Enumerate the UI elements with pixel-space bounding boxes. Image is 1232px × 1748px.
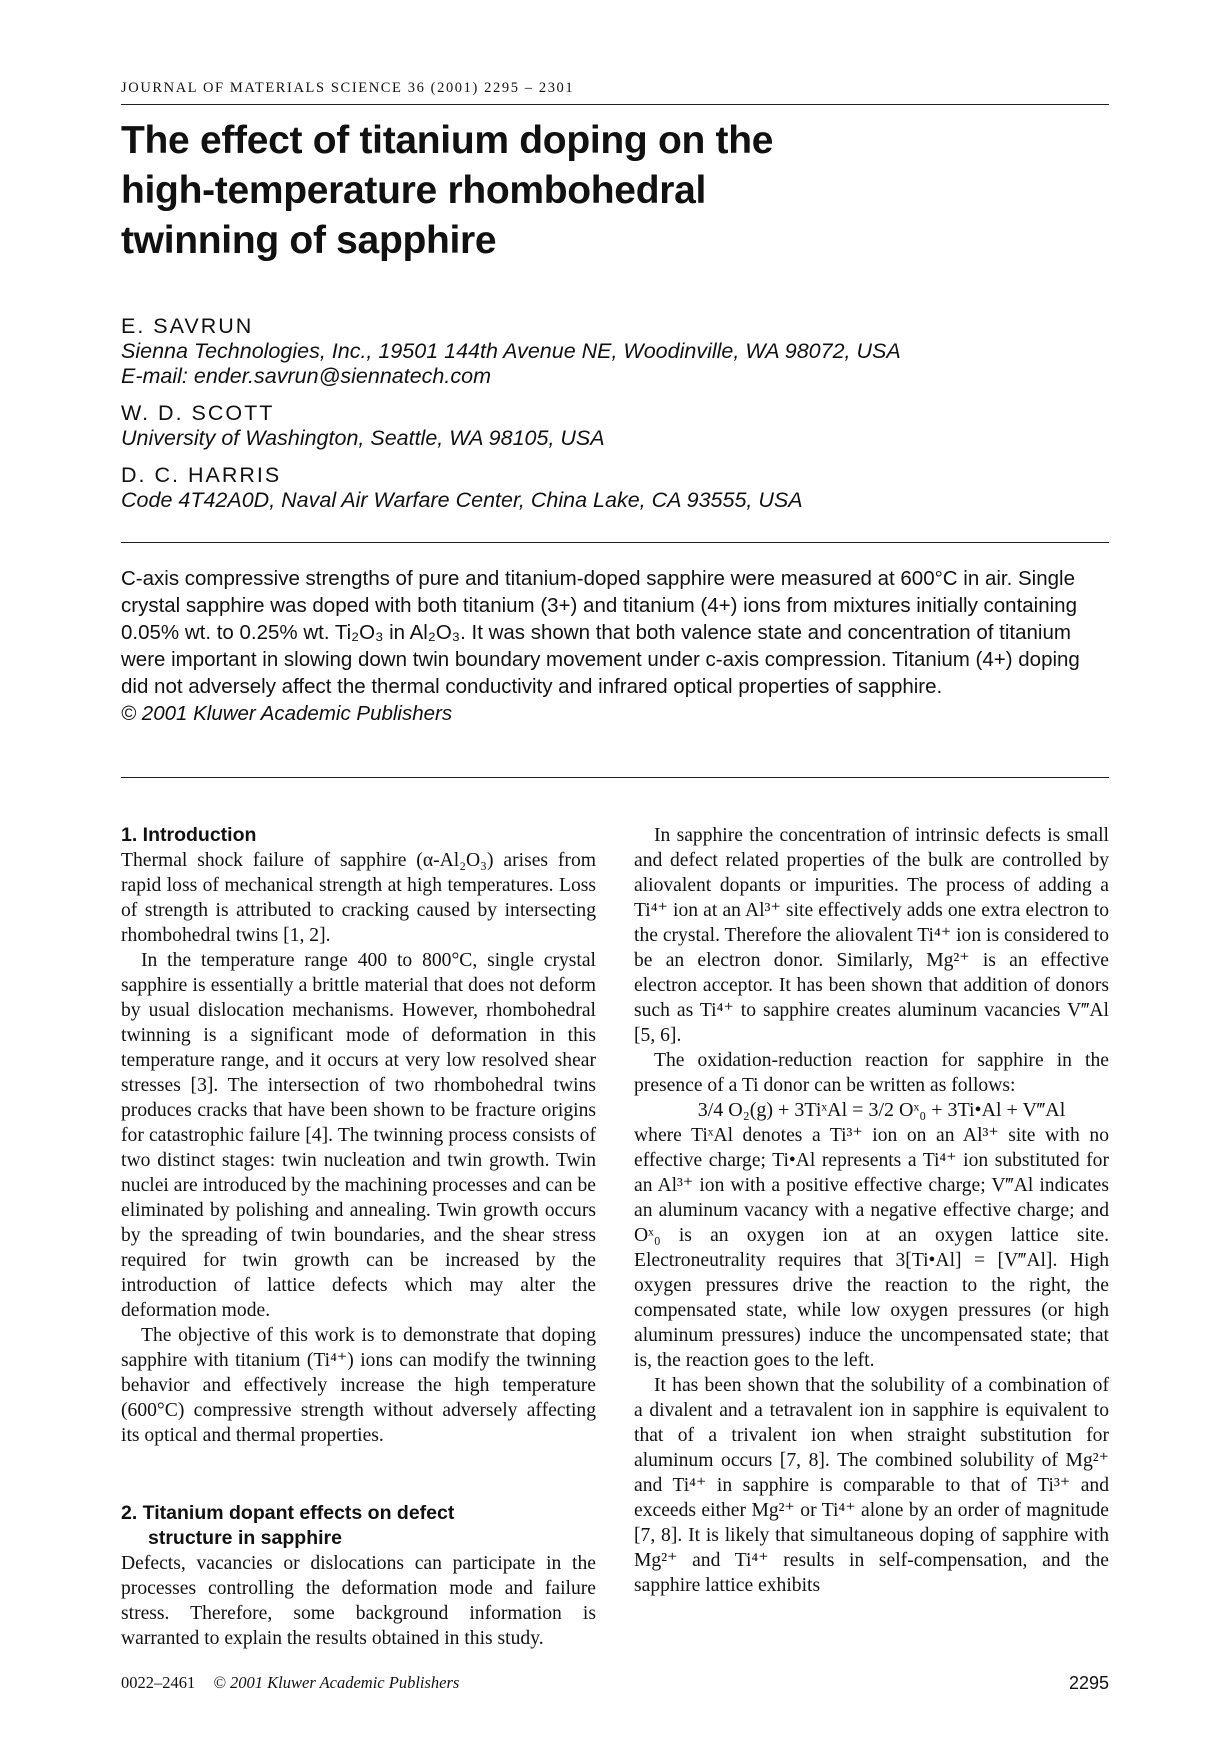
footer-copyright: © 2001 Kluwer Academic Publishers — [213, 1673, 460, 1692]
right-column — [634, 823, 1109, 1598]
heading-line: structure in sapphire — [148, 1527, 342, 1549]
author-block — [121, 401, 605, 451]
title-line: twinning of sapphire — [121, 219, 497, 262]
paragraph: Thermal shock failure of sapphire (α-Al₂O₃) arises from rapid loss of mechanical strength at high temperatures. Loss of strength is attributed to cracking caused by intersecting rhombohedral twins [1, 2]. — [121, 850, 596, 946]
section-heading-dopant-effects — [121, 1501, 596, 1551]
abstract-top-rule — [121, 542, 1109, 543]
author-block — [121, 314, 901, 389]
abstract-bottom-rule — [121, 777, 1109, 778]
author-affiliation: Code 4T42A0D, Naval Air Warfare Center, China Lake, CA 93555, USA — [121, 488, 803, 512]
paragraph: Defects, vacancies or dislocations can participate in the processes controlling the deformation mode and failure stress. Therefore, some background information is warranted to explain the results obtained in this study. — [121, 1553, 596, 1649]
abstract-copyright: © 2001 Kluwer Academic Publishers — [121, 702, 453, 725]
author-affiliation: University of Washington, Seattle, WA 98105, USA — [121, 426, 605, 450]
author-email: E-mail: ender.savrun@siennatech.com — [121, 364, 491, 388]
section-heading-introduction: 1. Introduction — [121, 824, 257, 846]
title-line: The effect of titanium doping on the — [121, 119, 774, 162]
journal-header: JOURNAL OF MATERIALS SCIENCE 36 (2001) 2295 – 2301 — [121, 80, 575, 96]
author-name: W. D. SCOTT — [121, 401, 275, 425]
author-name: D. C. HARRIS — [121, 463, 282, 487]
paragraph: The oxidation-reduction reaction for sapphire in the presence of a Ti donor can be written as follows: — [634, 1050, 1109, 1096]
footer-left — [121, 1673, 459, 1693]
paragraph: In sapphire the concentration of intrinsic defects is small and defect related properties of the bulk are controlled by aliovalent dopants or impurities. The process of adding a Ti⁴⁺ ion at an Al³⁺ site effectively adds one extra electron to the crystal. Therefore the aliovalent Ti⁴⁺ ion is considered to be an electron donor. Similarly, Mg²⁺ is an effective electron acceptor. It has been shown that addition of donors such as Ti⁴⁺ to sapphire creates aluminum vacancies V‴Al [5, 6]. — [634, 825, 1109, 1046]
abstract-text: C-axis compressive strengths of pure and titanium-doped sapphire were measured at 600°C in air. Single crystal sapphire was doped with both titanium (3+) and titanium (4+) ions from mixtures initially containing 0.05% wt. to 0.25% wt. Ti₂O₃ in Al₂O₃. It was shown that both valence state and concentration of titanium were important in slowing down twin boundary movement under c-axis compression. Titanium (4+) doping did not adversely affect the thermal conductivity and infrared optical properties of sapphire. — [121, 567, 1080, 698]
author-name: E. SAVRUN — [121, 314, 254, 338]
paragraph: It has been shown that the solubility of a combination of a divalent and a tetravalent ion in sapphire is equivalent to that of a trivalent ion when straight substitution for aluminum occurs [7, 8]. The combined solubility of Mg²⁺ and Ti⁴⁺ in sapphire is comparable to that of Ti³⁺ and exceeds either Mg²⁺ or Ti⁴⁺ alone by an order of magnitude [7, 8]. It is likely that simultaneous doping of sapphire with Mg²⁺ and Ti⁴⁺ results in self-compensation, and the sapphire lattice exhibits — [634, 1375, 1109, 1596]
paper-title — [121, 116, 773, 266]
heading-line: 2. Titanium dopant effects on defect — [121, 1502, 455, 1524]
paragraph: The objective of this work is to demonstrate that doping sapphire with titanium (Ti⁴⁺) ions can modify the twinning behavior and effectively increase the high temperature (600°C) compressive strength without adversely affecting its optical and thermal properties. — [121, 1325, 596, 1446]
author-block — [121, 463, 803, 513]
title-line: high-temperature rhombohedral — [121, 169, 707, 212]
abstract — [121, 565, 1081, 727]
page-number: 2295 — [1068, 1673, 1109, 1693]
left-column-section2 — [121, 1501, 596, 1651]
issn: 0022–2461 — [121, 1673, 196, 1692]
paragraph: where TiˣAl denotes a Ti³⁺ ion on an Al³⁺ site with no effective charge; Ti•Al represents a Ti⁴⁺ ion substituted for an Al³⁺ ion with a positive effective charge; V‴Al indicates an aluminum vacancy with a negative effective charge; and Oˣ₀ is an oxygen ion at an oxygen lattice site. Electroneutrality requires that 3[Ti•Al] = [V‴Al]. High oxygen pressures drive the reaction to the right, the compensated state, while low oxygen pressures (or high aluminum pressures) induce the uncompensated state; that is, the reaction goes to the left. — [634, 1125, 1109, 1371]
equation: 3/4 O₂(g) + 3TiˣAl = 3/2 Oˣ₀ + 3Ti•Al + V‴Al — [697, 1099, 1066, 1121]
author-affiliation: Sienna Technologies, Inc., 19501 144th Avenue NE, Woodinville, WA 98072, USA — [121, 339, 901, 363]
header-rule — [121, 104, 1109, 105]
left-column — [121, 823, 596, 1448]
paragraph: In the temperature range 400 to 800°C, single crystal sapphire is essentially a brittle material that does not deform by usual dislocation mechanisms. However, rhombohedral twinning is a significant mode of deformation in this temperature range, and it occurs at very low resolved shear stresses [3]. The intersection of two rhombohedral twins produces cracks that have been shown to be fracture origins for catastrophic failure [4]. The twinning process consists of two distinct stages: twin nucleation and twin growth. Twin nuclei are introduced by the machining processes and can be eliminated by polishing and annealing. Twin growth occurs by the spreading of twin boundaries, and the shear stress required for twin growth can be increased by the introduction of lattice defects which may alter the deformation mode. — [121, 950, 596, 1321]
